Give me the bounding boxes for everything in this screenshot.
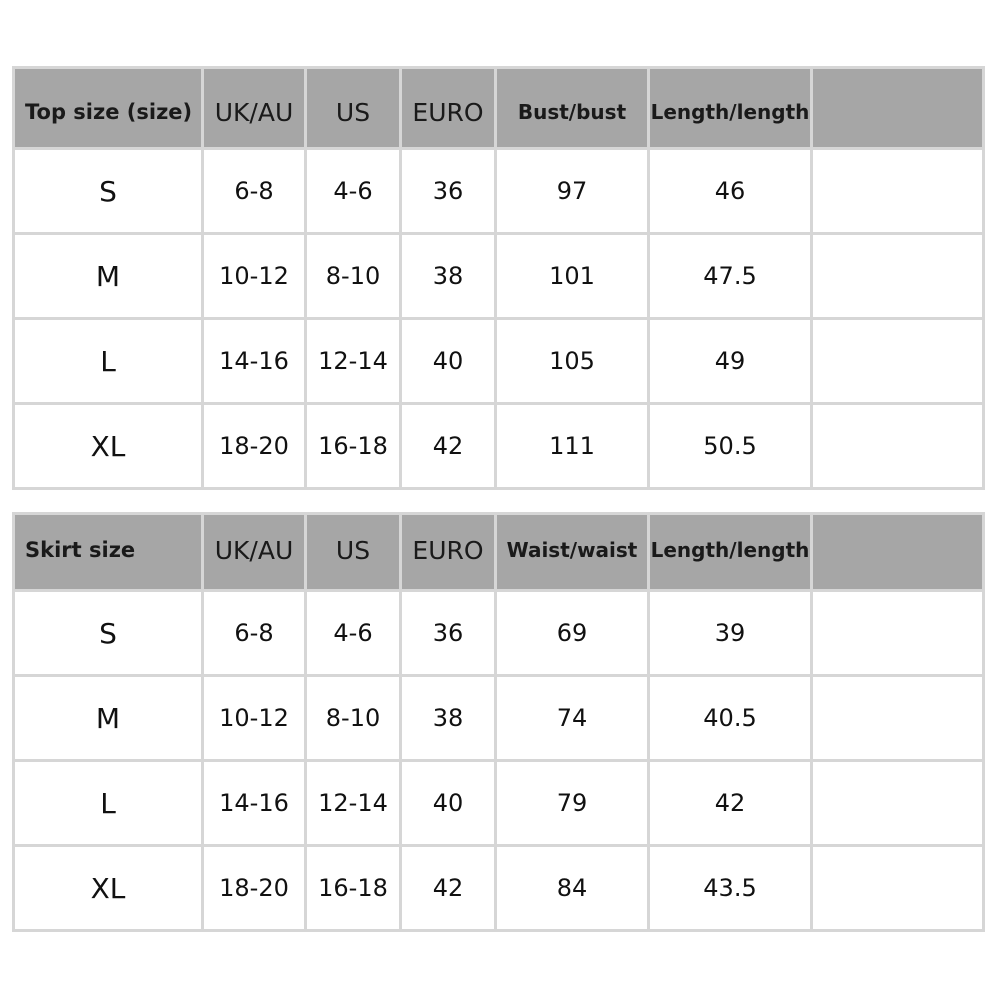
skirt-table-header-ukau: UK/AU (203, 514, 306, 591)
top-table-header-size: Top size (size) (14, 68, 203, 149)
table-cell-blank (812, 234, 984, 319)
table-cell-ukau: 14-16 (203, 319, 306, 404)
table-cell-ukau: 6-8 (203, 149, 306, 234)
table-cell-bust: 111 (496, 404, 649, 489)
table-cell-bust: 105 (496, 319, 649, 404)
table-cell-length: 49 (649, 319, 812, 404)
table-cell-length: 42 (649, 761, 812, 846)
table-row (14, 319, 984, 404)
table-cell-us: 8-10 (306, 234, 401, 319)
table-cell-us: 16-18 (306, 846, 401, 931)
table-cell-us: 16-18 (306, 404, 401, 489)
table-cell-euro: 42 (401, 846, 496, 931)
skirt-table-header-us: US (306, 514, 401, 591)
table-cell-ukau: 18-20 (203, 846, 306, 931)
table-cell-waist: 79 (496, 761, 649, 846)
skirt-table-header-blank (812, 514, 984, 591)
table-cell-ukau: 14-16 (203, 761, 306, 846)
skirt-size-table (12, 512, 985, 932)
top-table-header-bust: Bust/bust (496, 68, 649, 149)
table-row (14, 761, 984, 846)
table-cell-euro: 38 (401, 234, 496, 319)
table-row (14, 404, 984, 489)
table-row (14, 591, 984, 676)
top-table-header-blank (812, 68, 984, 149)
skirt-table-header-size: Skirt size (14, 514, 203, 591)
top-size-table (12, 66, 985, 490)
table-cell-size: L (14, 319, 203, 404)
table-cell-blank (812, 319, 984, 404)
table-cell-length: 43.5 (649, 846, 812, 931)
table-cell-size: S (14, 149, 203, 234)
table-cell-waist: 69 (496, 591, 649, 676)
skirt-table-header-waist: Waist/waist (496, 514, 649, 591)
table-cell-length: 50.5 (649, 404, 812, 489)
table-cell-ukau: 10-12 (203, 234, 306, 319)
top-table-header-length: Length/length (649, 68, 812, 149)
table-row (14, 846, 984, 931)
top-table-header-row (14, 68, 984, 149)
table-cell-blank (812, 404, 984, 489)
table-cell-euro: 36 (401, 591, 496, 676)
table-cell-ukau: 10-12 (203, 676, 306, 761)
table-cell-length: 47.5 (649, 234, 812, 319)
table-cell-size: L (14, 761, 203, 846)
table-cell-us: 8-10 (306, 676, 401, 761)
table-cell-waist: 74 (496, 676, 649, 761)
table-row (14, 676, 984, 761)
table-cell-euro: 42 (401, 404, 496, 489)
table-cell-euro: 40 (401, 319, 496, 404)
skirt-table-header-length: Length/length (649, 514, 812, 591)
skirt-table-header-row (14, 514, 984, 591)
table-cell-us: 12-14 (306, 761, 401, 846)
table-cell-length: 39 (649, 591, 812, 676)
skirt-table-header-euro: EURO (401, 514, 496, 591)
table-cell-euro: 36 (401, 149, 496, 234)
table-cell-ukau: 18-20 (203, 404, 306, 489)
table-cell-ukau: 6-8 (203, 591, 306, 676)
table-cell-us: 4-6 (306, 149, 401, 234)
table-cell-bust: 101 (496, 234, 649, 319)
table-cell-blank (812, 761, 984, 846)
table-cell-length: 40.5 (649, 676, 812, 761)
table-cell-blank (812, 676, 984, 761)
top-table-header-ukau: UK/AU (203, 68, 306, 149)
table-cell-size: XL (14, 404, 203, 489)
table-cell-size: M (14, 676, 203, 761)
table-cell-length: 46 (649, 149, 812, 234)
table-cell-euro: 40 (401, 761, 496, 846)
table-cell-waist: 84 (496, 846, 649, 931)
table-cell-blank (812, 149, 984, 234)
top-table-header-euro: EURO (401, 68, 496, 149)
top-table-header-us: US (306, 68, 401, 149)
table-cell-size: XL (14, 846, 203, 931)
table-row (14, 234, 984, 319)
table-cell-bust: 97 (496, 149, 649, 234)
table-cell-size: M (14, 234, 203, 319)
table-cell-blank (812, 591, 984, 676)
table-cell-us: 4-6 (306, 591, 401, 676)
table-cell-us: 12-14 (306, 319, 401, 404)
table-row (14, 149, 984, 234)
table-cell-size: S (14, 591, 203, 676)
table-cell-blank (812, 846, 984, 931)
table-cell-euro: 38 (401, 676, 496, 761)
